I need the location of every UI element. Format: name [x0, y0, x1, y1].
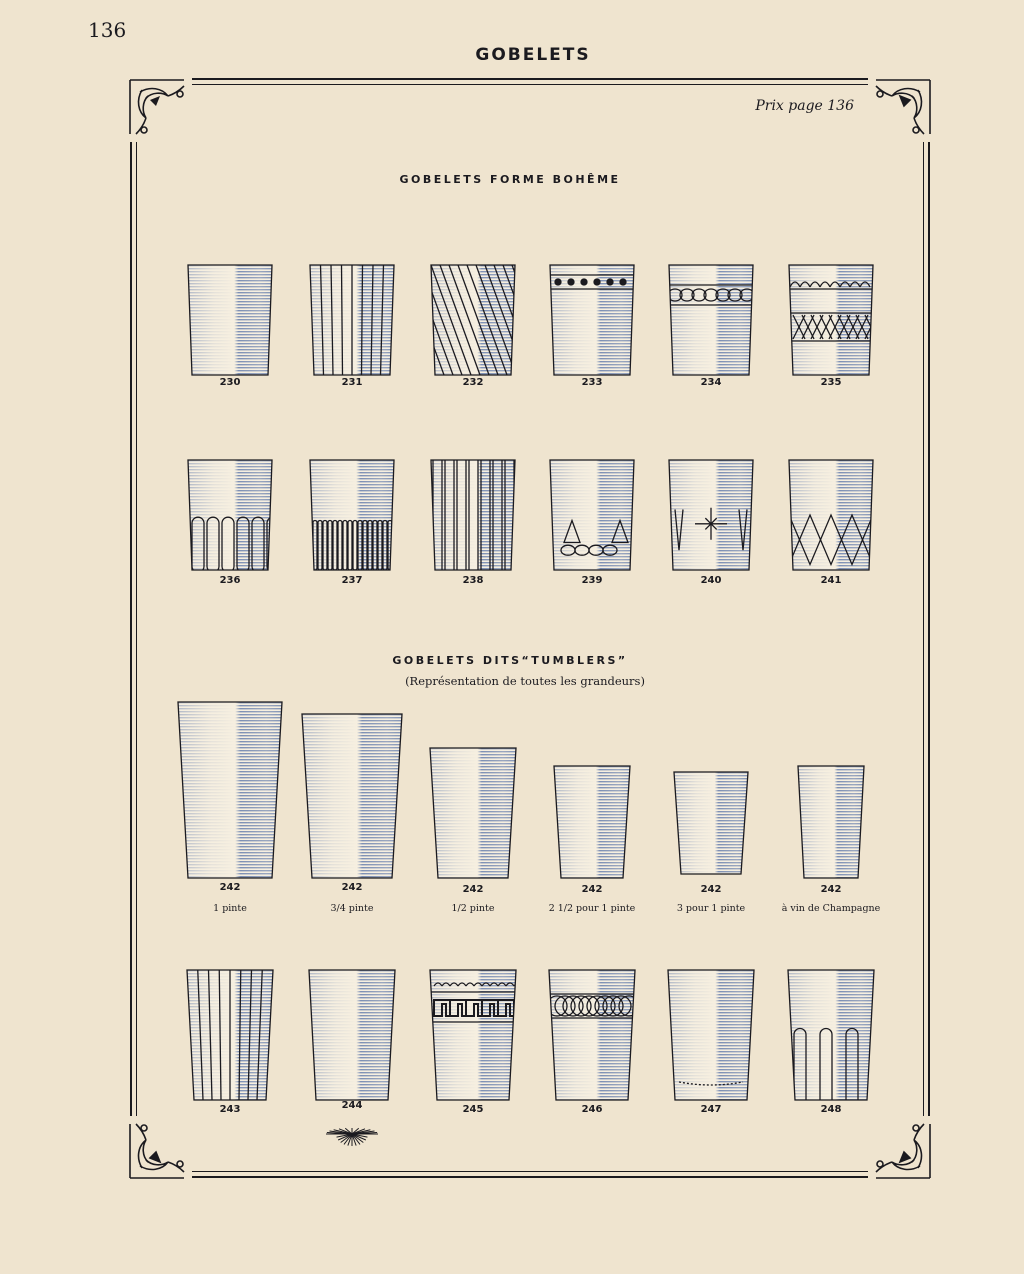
- item-number: 233: [581, 377, 603, 388]
- glass-illustration: [549, 970, 635, 1100]
- item-caption: 1/2 pinte: [451, 903, 495, 914]
- item-caption: 3 pour 1 pinte: [676, 903, 746, 914]
- glass-illustration: [550, 265, 634, 375]
- glass-illustration: [550, 460, 634, 570]
- corner-ornament-icon: [122, 1116, 192, 1186]
- item-number: 242: [820, 884, 842, 895]
- corner-ornament-icon: [868, 72, 938, 142]
- corner-ornament-icon: [122, 72, 192, 142]
- item-number: 231: [341, 377, 363, 388]
- item-number: 239: [581, 575, 603, 586]
- glass-illustration: [430, 970, 516, 1100]
- item-number: 248: [820, 1104, 842, 1115]
- item-caption: 2 1/2 pour 1 pinte: [548, 903, 636, 914]
- section-title-tumblers: GOBELETS DITS“TUMBLERS”: [392, 654, 628, 667]
- glass-illustration: [431, 265, 515, 375]
- glass-illustration: [431, 460, 515, 570]
- item-number: 232: [462, 377, 484, 388]
- item-number: 247: [700, 1104, 722, 1115]
- item-caption: à vin de Champagne: [781, 903, 881, 914]
- item-number: 238: [462, 575, 484, 586]
- section-title-boheme: GOBELETS FORME BOHÊME: [399, 173, 621, 186]
- glass-illustration: [430, 748, 516, 878]
- glass-illustration: [178, 702, 282, 878]
- item-number: 237: [341, 575, 363, 586]
- price-reference: Prix page 136: [755, 98, 854, 114]
- item-number: 236: [219, 575, 241, 586]
- item-number: 234: [700, 377, 722, 388]
- glass-illustration: [669, 265, 753, 375]
- glass-illustration: [554, 766, 630, 878]
- glass-illustration: [310, 460, 394, 570]
- glass-illustration: [789, 265, 873, 375]
- glass-illustration: [309, 970, 395, 1100]
- glass-illustration: [302, 714, 402, 878]
- item-number: 245: [462, 1104, 484, 1115]
- item-number: 244: [341, 1100, 363, 1111]
- item-number: 241: [820, 575, 842, 586]
- glass-illustration: [668, 970, 754, 1100]
- glass-illustration: [788, 970, 874, 1100]
- item-number: 242: [341, 882, 363, 893]
- star-fan-icon: [322, 1112, 382, 1152]
- glass-illustration: [188, 460, 272, 570]
- item-number: 242: [581, 884, 603, 895]
- item-caption: 1 pinte: [213, 903, 247, 914]
- item-number: 242: [219, 882, 241, 893]
- glass-illustration: [798, 766, 864, 878]
- page-number: 136: [88, 18, 127, 42]
- item-number: 242: [462, 884, 484, 895]
- glass-illustration: [188, 265, 272, 375]
- glass-illustration: [669, 460, 753, 570]
- corner-ornament-icon: [868, 1116, 938, 1186]
- item-number: 230: [219, 377, 241, 388]
- item-number: 242: [700, 884, 722, 895]
- item-caption: 3/4 pinte: [330, 903, 374, 914]
- item-number: 246: [581, 1104, 603, 1115]
- item-number: 243: [219, 1104, 241, 1115]
- item-number: 240: [700, 575, 722, 586]
- section-subtitle-tumblers: (Représentation de toutes les grandeurs): [405, 674, 645, 688]
- page-title: GOBELETS: [475, 45, 591, 65]
- item-number: 235: [820, 377, 842, 388]
- glass-illustration: [187, 970, 273, 1100]
- glass-illustration: [310, 265, 394, 375]
- glass-illustration: [674, 772, 748, 874]
- glass-illustration: [789, 460, 873, 570]
